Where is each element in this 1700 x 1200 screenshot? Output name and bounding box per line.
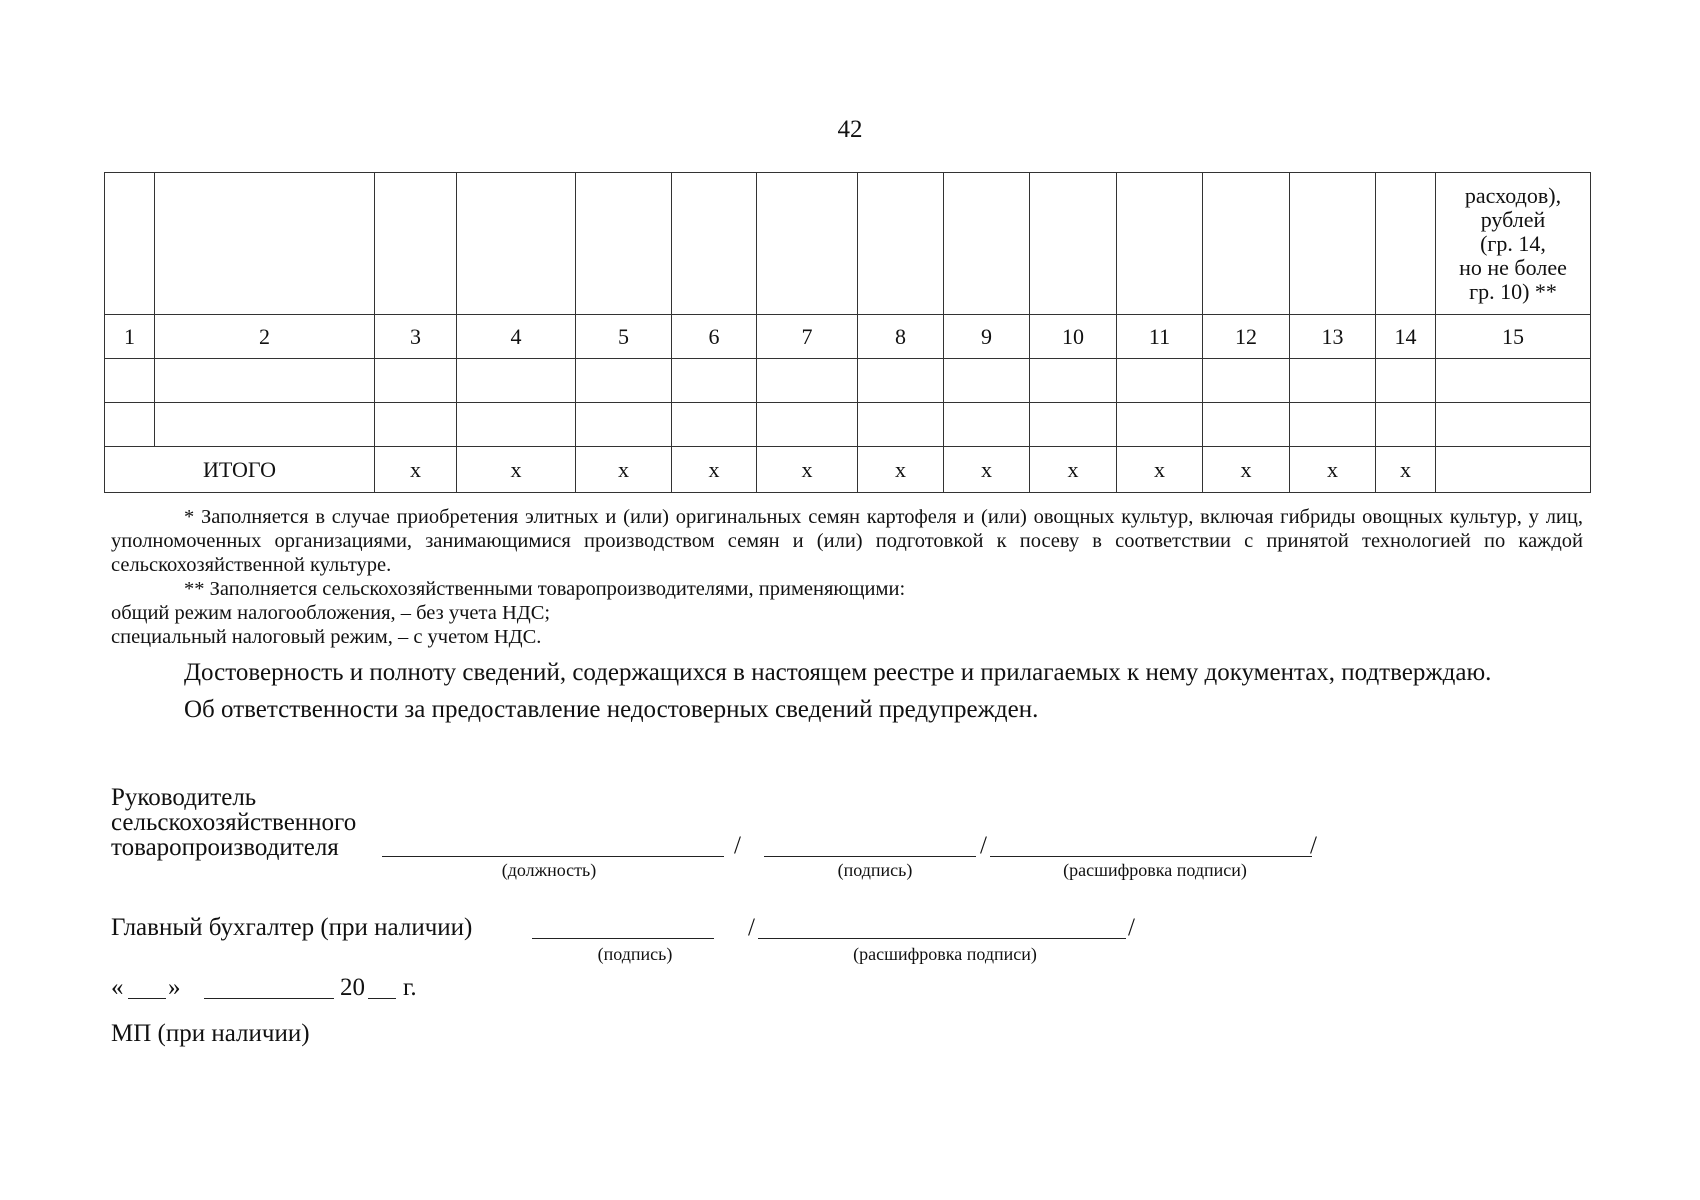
table-cell[interactable] bbox=[1290, 403, 1376, 447]
column-number: 10 bbox=[1030, 315, 1117, 359]
total-mark: х bbox=[1203, 447, 1290, 493]
total-mark: х bbox=[944, 447, 1030, 493]
head-label-line-2: сельскохозяйственного bbox=[111, 809, 357, 836]
header-cell bbox=[457, 173, 576, 315]
table-cell[interactable] bbox=[576, 403, 672, 447]
accountant-label: Главный бухгалтер (при наличии) bbox=[111, 914, 473, 941]
stamp-label: МП (при наличии) bbox=[111, 1020, 310, 1047]
table-cell[interactable] bbox=[858, 359, 944, 403]
column-number: 1 bbox=[105, 315, 155, 359]
date-open-quote: « bbox=[111, 974, 124, 1001]
header-cell bbox=[858, 173, 944, 315]
table-cell[interactable] bbox=[375, 403, 457, 447]
table-cell[interactable] bbox=[757, 359, 858, 403]
table-cell[interactable] bbox=[1290, 359, 1376, 403]
table-cell[interactable] bbox=[1030, 359, 1117, 403]
table-row bbox=[105, 403, 1591, 447]
header-cell bbox=[757, 173, 858, 315]
accountant-signature-field[interactable] bbox=[532, 938, 714, 939]
total-mark: х bbox=[1030, 447, 1117, 493]
table-cell[interactable] bbox=[1203, 359, 1290, 403]
slash-separator: / bbox=[980, 832, 987, 859]
caption-position: (должность) bbox=[501, 860, 597, 880]
total-mark: х bbox=[457, 447, 576, 493]
header-cell-col15 bbox=[1436, 173, 1591, 315]
head-label-line-1: Руководитель bbox=[111, 784, 257, 811]
header-cell bbox=[1290, 173, 1376, 315]
footnote-2-line-2: специальный налоговый режим, – с учетом НДС. bbox=[111, 626, 542, 648]
table-cell[interactable] bbox=[576, 359, 672, 403]
header-cell bbox=[944, 173, 1030, 315]
table-cell[interactable] bbox=[1376, 403, 1436, 447]
date-year-field[interactable] bbox=[368, 998, 396, 999]
column-number: 8 bbox=[858, 315, 944, 359]
total-mark: х bbox=[858, 447, 944, 493]
date-month-field[interactable] bbox=[204, 998, 334, 999]
total-mark: х bbox=[1290, 447, 1376, 493]
header-cell bbox=[576, 173, 672, 315]
header-cell bbox=[1203, 173, 1290, 315]
date-close-quote: » bbox=[168, 974, 181, 1001]
head-decoding-field[interactable] bbox=[990, 856, 1312, 857]
total-mark: х bbox=[375, 447, 457, 493]
slash-separator: / bbox=[734, 832, 741, 859]
column-number: 3 bbox=[375, 315, 457, 359]
total-row bbox=[105, 447, 1591, 493]
column-number: 4 bbox=[457, 315, 576, 359]
total-mark: х bbox=[757, 447, 858, 493]
table-cell[interactable] bbox=[1117, 359, 1203, 403]
column-number-row bbox=[105, 315, 1591, 359]
caption-signature: (подпись) bbox=[597, 944, 673, 964]
column-number: 2 bbox=[155, 315, 375, 359]
table-cell[interactable] bbox=[672, 359, 757, 403]
total-mark: х bbox=[576, 447, 672, 493]
column-number: 7 bbox=[757, 315, 858, 359]
date-day-field[interactable] bbox=[128, 998, 166, 999]
responsibility-statement: Об ответственности за предоставление недостоверных сведений предупрежден. bbox=[184, 696, 1039, 723]
header-cell bbox=[155, 173, 375, 315]
table-row bbox=[105, 359, 1591, 403]
column-number: 12 bbox=[1203, 315, 1290, 359]
column-number: 11 bbox=[1117, 315, 1203, 359]
reliability-statement: Достоверность и полноту сведений, содержащихся в настоящем реестре и прилагаемых к нему документах, подтверждаю. bbox=[184, 659, 1492, 686]
caption-signature: (подпись) bbox=[837, 860, 913, 880]
table-cell[interactable] bbox=[457, 403, 576, 447]
footnote-2: ** Заполняется сельскохозяйственными товаропроизводителями, применяющими: bbox=[184, 578, 906, 600]
statements bbox=[111, 654, 1583, 728]
header-line: рублей bbox=[1480, 206, 1546, 232]
position-field[interactable] bbox=[382, 856, 724, 857]
header-cell bbox=[105, 173, 155, 315]
table-cell[interactable] bbox=[858, 403, 944, 447]
table-cell[interactable] bbox=[155, 403, 375, 447]
date-year-suffix: г. bbox=[403, 974, 417, 1001]
total-mark: х bbox=[1376, 447, 1436, 493]
table-cell[interactable] bbox=[375, 359, 457, 403]
registry-table bbox=[104, 172, 1591, 493]
column-number: 5 bbox=[576, 315, 672, 359]
column-number: 15 bbox=[1436, 315, 1591, 359]
page-number: 42 bbox=[837, 116, 863, 143]
header-cell bbox=[1030, 173, 1117, 315]
table-cell[interactable] bbox=[944, 403, 1030, 447]
footnote-2-line-1: общий режим налогообложения, – без учета НДС; bbox=[111, 602, 551, 624]
header-line: расходов), bbox=[1464, 182, 1562, 208]
header-line: (гр. 14, bbox=[1480, 230, 1546, 256]
table-cell[interactable] bbox=[757, 403, 858, 447]
table-cell[interactable] bbox=[1117, 403, 1203, 447]
total-mark: х bbox=[1117, 447, 1203, 493]
column-number: 14 bbox=[1376, 315, 1436, 359]
table-cell[interactable] bbox=[457, 359, 576, 403]
table-cell[interactable] bbox=[1436, 359, 1591, 403]
header-cell bbox=[1376, 173, 1436, 315]
caption-decoding: (расшифровка подписи) bbox=[1063, 860, 1247, 880]
table-cell[interactable] bbox=[1436, 403, 1591, 447]
caption-decoding: (расшифровка подписи) bbox=[853, 944, 1037, 964]
footnotes bbox=[111, 505, 1583, 649]
header-cell bbox=[672, 173, 757, 315]
header-cell bbox=[1117, 173, 1203, 315]
total-mark: х bbox=[672, 447, 757, 493]
head-signature-field[interactable] bbox=[764, 856, 976, 857]
footnote-1: * Заполняется в случае приобретения элитных и (или) оригинальных семян картофеля и (или) овощных культур, включая гибриды овощных культур, у лиц, уполномоченных организациями, занимающимися производством семян и (или) подготовкой к посеву в соответствии с принятой технологией по каждой сельскохозяйственной культуре. bbox=[111, 506, 1583, 576]
table-cell[interactable] bbox=[105, 359, 155, 403]
table-cell[interactable] bbox=[672, 403, 757, 447]
head-label-line-3: товаропроизводителя bbox=[111, 834, 339, 861]
table-cell[interactable] bbox=[1030, 403, 1117, 447]
header-cell bbox=[375, 173, 457, 315]
column-number: 13 bbox=[1290, 315, 1376, 359]
slash-separator: / bbox=[1128, 914, 1135, 941]
table-cell[interactable] bbox=[155, 359, 375, 403]
table-cell[interactable] bbox=[1376, 359, 1436, 403]
total-label: ИТОГО bbox=[105, 447, 375, 493]
header-line: гр. 10) ** bbox=[1469, 278, 1557, 304]
table-header-row bbox=[105, 173, 1591, 315]
column-number: 9 bbox=[944, 315, 1030, 359]
accountant-decoding-field[interactable] bbox=[758, 938, 1126, 939]
slash-separator: / bbox=[1310, 832, 1317, 859]
header-line: но не более bbox=[1459, 254, 1567, 280]
column-number: 6 bbox=[672, 315, 757, 359]
table-cell[interactable] bbox=[944, 359, 1030, 403]
table-cell[interactable] bbox=[1203, 403, 1290, 447]
slash-separator: / bbox=[748, 914, 755, 941]
total-value-cell[interactable] bbox=[1436, 447, 1591, 493]
date-year-prefix: 20 bbox=[340, 974, 365, 1001]
table-cell[interactable] bbox=[105, 403, 155, 447]
